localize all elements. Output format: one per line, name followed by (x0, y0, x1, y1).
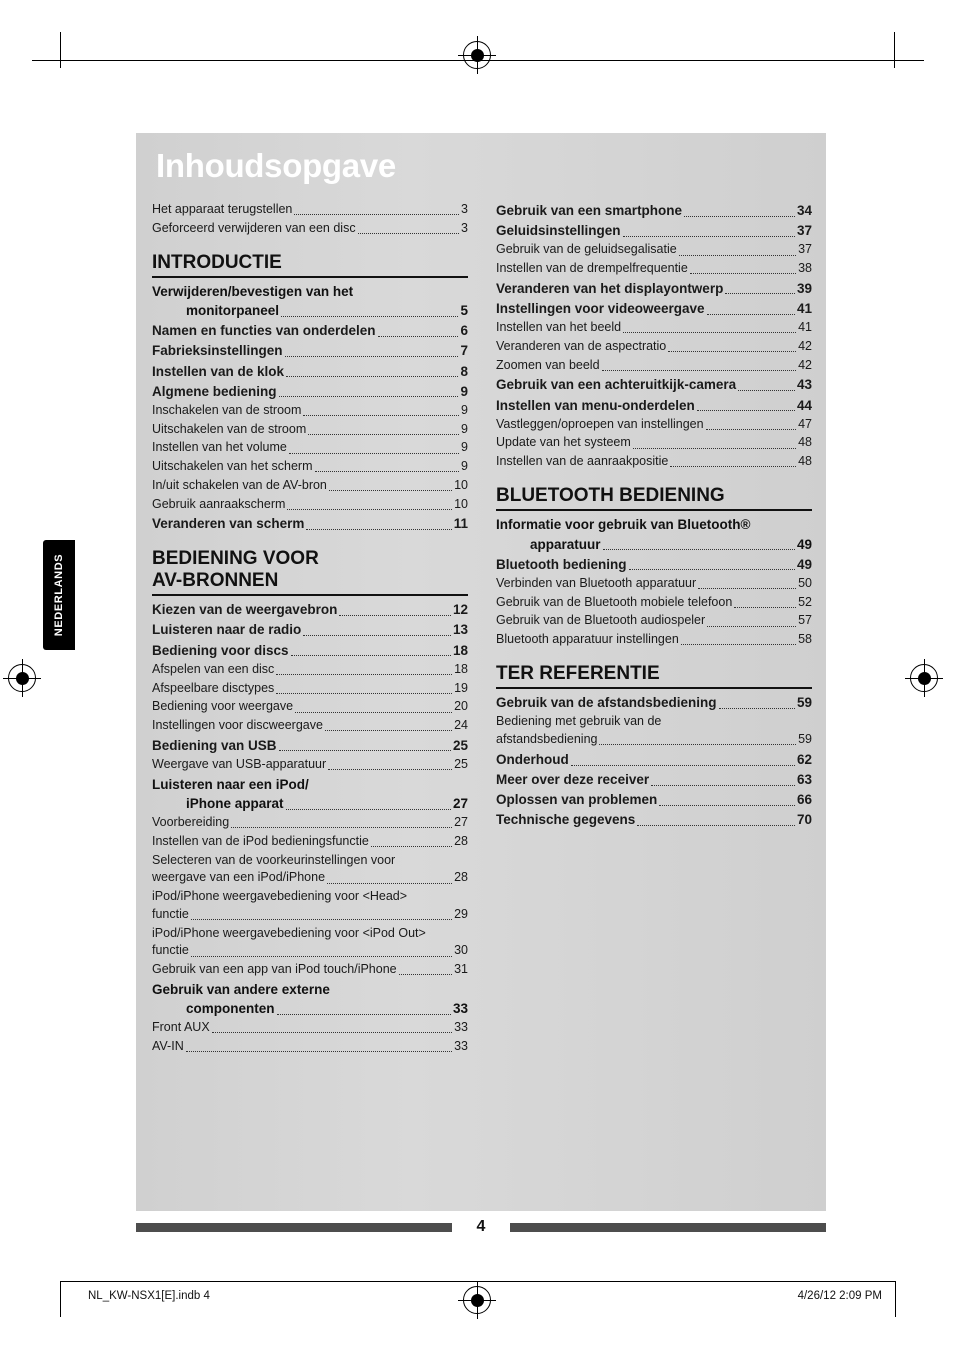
toc-leader-dots (291, 655, 451, 656)
toc-entry-label: Bediening van USB (152, 737, 277, 753)
toc-entry-label: Instellen van de klok (152, 363, 285, 379)
toc-leader-dots (623, 332, 796, 333)
toc-entry-page: 8 (460, 363, 468, 379)
toc-entry[interactable] (152, 775, 468, 813)
toc-entry[interactable] (152, 439, 468, 457)
toc-leader-dots (697, 410, 795, 411)
toc-entry-label: Gebruik van de afstandsbediening (496, 695, 717, 711)
toc-entry-page: 20 (454, 699, 468, 714)
toc-entry-label: Technische gegevens (496, 812, 636, 828)
toc-leader-dots (725, 293, 795, 294)
crop-mark-top-left-v (60, 32, 61, 68)
toc-entry-page: 52 (798, 594, 812, 609)
toc-entry-label-line1: Bediening met gebruik van de (496, 714, 662, 729)
toc-entry[interactable] (496, 693, 812, 712)
toc-entry[interactable] (152, 421, 468, 439)
toc-entry-label: Gebruik van een smartphone (496, 203, 683, 218)
toc-entry[interactable] (152, 382, 468, 401)
toc-leader-dots (734, 607, 796, 608)
toc-entry-page: 48 (798, 454, 812, 469)
toc-leader-dots (231, 827, 452, 828)
toc-leader-dots (684, 216, 795, 217)
toc-leader-dots (186, 1051, 452, 1052)
toc-leader-dots (707, 314, 795, 315)
toc-leader-dots (719, 708, 795, 709)
toc-leader-dots (629, 569, 795, 570)
toc-entry-page: 29 (454, 906, 468, 921)
toc-entry[interactable] (496, 515, 812, 553)
toc-section-heading: INTRODUCTIE (152, 244, 468, 278)
toc-leader-dots (328, 769, 452, 770)
toc-entry-label: Namen en functies van onderdelen (152, 323, 376, 339)
toc-entry[interactable] (496, 299, 812, 318)
toc-entry[interactable] (496, 575, 812, 593)
toc-columns (152, 201, 812, 1057)
toc-entry-label-line2: apparatuur (530, 536, 601, 552)
toc-entry[interactable] (152, 980, 468, 1018)
toc-leader-dots (303, 415, 459, 416)
toc-entry-page: 25 (452, 737, 468, 753)
crop-mark-bottom-right (895, 1281, 896, 1317)
toc-entry-page: 34 (796, 203, 812, 218)
toc-leader-dots (276, 674, 452, 675)
toc-section-heading: TER REFERENTIE (496, 655, 812, 689)
toc-entry-label: Veranderen van scherm (152, 516, 305, 532)
toc-entry-label: Afspelen van een disc (152, 661, 275, 676)
toc-entry-label-line1: Informatie voor gebruik van Bluetooth® (496, 517, 751, 533)
toc-entry-page: 27 (454, 815, 468, 829)
toc-leader-dots (378, 336, 459, 337)
toc-entry-label: Gebruik van de geluidsegalisatie (496, 242, 677, 257)
toc-entry[interactable] (496, 279, 812, 298)
toc-entry-label: Weergave van USB-apparatuur (152, 756, 327, 771)
toc-entry[interactable] (152, 698, 468, 716)
toc-leader-dots (289, 453, 459, 454)
crop-line-bottom (60, 1281, 896, 1282)
toc-entry-label: AV-IN (152, 1038, 184, 1053)
toc-entry-label: Instellen van het volume (152, 440, 287, 455)
toc-leader-dots (277, 1014, 451, 1015)
toc-entry-label: Kiezen van de weergavebron (152, 602, 338, 618)
toc-entry-label: Bediening voor weergave (152, 699, 294, 714)
registration-mark-left (8, 664, 36, 692)
toc-entry-page: 44 (796, 397, 812, 413)
toc-entry[interactable] (496, 375, 812, 394)
toc-entry-label: Gebruik van de Bluetooth mobiele telefoon (496, 594, 733, 609)
toc-entry-label: Geluidsinstellingen (496, 223, 621, 239)
toc-entry-label: Instellingen voor videoweergave (496, 300, 705, 316)
toc-leader-dots (329, 490, 452, 491)
toc-entry-label: Front AUX (152, 1020, 210, 1035)
language-tab-label: NEDERLANDS (53, 553, 65, 637)
toc-leader-dots (633, 448, 796, 449)
toc-entry-page: 42 (798, 357, 812, 372)
toc-entry-page: 63 (796, 772, 812, 788)
toc-entry-page: 43 (796, 377, 812, 393)
toc-entry[interactable] (152, 341, 468, 360)
toc-entry-label: Meer over deze receiver (496, 772, 650, 788)
toc-section-heading: BLUETOOTH BEDIENING (496, 477, 812, 511)
registration-mark-bottom (463, 1286, 491, 1314)
toc-leader-dots (738, 390, 795, 391)
toc-leader-dots (651, 785, 795, 786)
toc-entry-page: 66 (796, 792, 812, 808)
toc-leader-dots (303, 635, 451, 636)
toc-column-left (152, 201, 468, 1057)
toc-entry-page: 50 (798, 575, 812, 590)
toc-leader-dots (295, 712, 452, 713)
toc-entry-page: 33 (454, 1020, 468, 1035)
language-tab (43, 540, 75, 650)
toc-entry[interactable] (496, 713, 812, 749)
print-timestamp: 4/26/12 2:09 PM (797, 1290, 882, 1302)
toc-entry-page: 18 (454, 661, 468, 676)
toc-entry[interactable] (152, 201, 468, 219)
toc-entry-page: 37 (796, 223, 812, 239)
toc-entry[interactable] (496, 416, 812, 434)
toc-leader-dots (286, 376, 458, 377)
toc-leader-dots (603, 549, 795, 550)
toc-entry-label: Fabrieksinstellingen (152, 343, 283, 359)
toc-entry-label: Instellen van de iPod bedieningsfunctie (152, 833, 369, 848)
toc-entry[interactable] (152, 282, 468, 320)
toc-entry[interactable] (496, 434, 812, 452)
toc-column-right (496, 201, 812, 1057)
toc-entry-label-line1: Selecteren van de voorkeurinstellingen voor (152, 852, 396, 867)
toc-entry[interactable] (152, 620, 468, 639)
toc-entry[interactable] (496, 453, 812, 471)
toc-entry[interactable] (152, 852, 468, 888)
toc-entry-page: 3 (461, 220, 468, 235)
toc-entry-page: 59 (798, 732, 812, 747)
toc-entry-label: Afspeelbare disctypes (152, 680, 275, 695)
toc-entry[interactable] (496, 357, 812, 375)
toc-entry[interactable] (496, 770, 812, 789)
toc-entry-page: 28 (454, 870, 468, 885)
toc-entry-label: Verbinden van Bluetooth apparatuur (496, 575, 697, 590)
toc-leader-dots (707, 626, 796, 627)
toc-entry[interactable] (496, 338, 812, 356)
toc-entry-label: Algmene bediening (152, 383, 277, 399)
toc-entry-page: 70 (796, 812, 812, 828)
toc-entry-page: 6 (460, 323, 468, 339)
toc-entry-label: In/uit schakelen van de AV-bron (152, 477, 327, 492)
toc-entry-label-line2-row (496, 731, 812, 749)
toc-entry-label-line2-row (152, 301, 468, 320)
toc-entry-page: 33 (454, 1038, 468, 1053)
toc-entry-label-line2-row (152, 942, 468, 960)
toc-entry-label-line2-row (496, 535, 812, 554)
toc-entry-page: 49 (796, 536, 812, 552)
toc-leader-dots (279, 396, 459, 397)
toc-entry-label: Zoomen van beeld (496, 357, 600, 372)
toc-leader-dots (602, 370, 797, 371)
toc-entry-label: Instellen van de drempelfrequentie (496, 261, 688, 276)
crop-mark-bottom-left (60, 1281, 61, 1317)
toc-entry-label: Bediening voor discs (152, 642, 289, 658)
toc-leader-dots (659, 805, 795, 806)
toc-leader-dots (599, 744, 796, 745)
toc-section-heading: BEDIENING VOOR AV-BRONNEN (152, 540, 468, 597)
toc-entry-page: 13 (452, 622, 468, 638)
toc-entry-page: 33 (452, 1000, 468, 1016)
toc-entry-page: 18 (452, 642, 468, 658)
toc-leader-dots (571, 765, 795, 766)
toc-entry[interactable] (152, 961, 468, 979)
toc-entry-page: 19 (454, 680, 468, 695)
toc-entry-page: 9 (461, 459, 468, 474)
toc-entry[interactable] (152, 1019, 468, 1037)
toc-leader-dots (287, 509, 452, 510)
toc-entry[interactable] (496, 260, 812, 278)
toc-entry-label: Gebruik aanraakscherm (152, 496, 286, 511)
toc-entry-label: Bluetooth bediening (496, 556, 627, 572)
toc-entry-page: 25 (454, 756, 468, 771)
toc-entry[interactable] (152, 514, 468, 533)
toc-entry-label-line1: Gebruik van andere externe (152, 981, 330, 997)
toc-entry[interactable] (152, 362, 468, 381)
toc-entry[interactable] (496, 241, 812, 259)
toc-entry-page: 41 (796, 300, 812, 316)
toc-leader-dots (212, 1032, 452, 1033)
toc-leader-dots (276, 693, 452, 694)
toc-entry-page: 37 (798, 242, 812, 257)
toc-entry[interactable] (152, 925, 468, 961)
toc-entry-label: Update van het systeem (496, 435, 631, 450)
toc-leader-dots (308, 434, 459, 435)
toc-entry[interactable] (152, 402, 468, 420)
toc-entry-page: 49 (796, 556, 812, 572)
toc-leader-dots (325, 730, 452, 731)
toc-leader-dots (706, 429, 797, 430)
toc-entry-page: 62 (796, 751, 812, 767)
toc-leader-dots (637, 825, 795, 826)
toc-entry-label: Instellen van het beeld (496, 320, 622, 335)
toc-entry-label-line2-row (152, 999, 468, 1018)
toc-entry[interactable] (496, 201, 812, 220)
toc-entry-page: 24 (454, 718, 468, 733)
toc-entry-label-line1: iPod/iPhone weergavebediening voor <Head> (152, 889, 408, 903)
toc-entry-label: Luisteren naar de radio (152, 622, 302, 638)
toc-entry-label: Voorbereiding (152, 815, 230, 829)
toc-entry[interactable] (496, 631, 812, 649)
print-file-name: NL_KW-NSX1[E].indb 4 (88, 1290, 210, 1302)
toc-entry-page: 57 (798, 613, 812, 628)
toc-entry-label-line1: iPod/iPhone weergavebediening voor <iPod Out> (152, 925, 426, 940)
toc-entry-label: Bluetooth apparatuur instellingen (496, 632, 679, 647)
toc-entry[interactable] (152, 833, 468, 851)
toc-entry[interactable] (496, 810, 812, 829)
toc-entry-label-line2: weergave van een iPod/iPhone (152, 870, 326, 885)
toc-entry-label: Veranderen van de aspectratio (496, 338, 667, 353)
toc-entry[interactable] (152, 458, 468, 476)
toc-entry-page: 11 (453, 516, 468, 532)
toc-entry[interactable] (496, 221, 812, 240)
page-content (136, 133, 826, 1211)
toc-entry-page: 9 (460, 383, 468, 399)
toc-entry-page: 58 (798, 632, 812, 647)
toc-leader-dots (285, 356, 459, 357)
page-title: Inhoudsopgave (156, 147, 396, 184)
toc-entry-label: Gebruik van de Bluetooth audiospeler (496, 613, 706, 628)
toc-entry[interactable] (496, 612, 812, 630)
crop-mark-top-right-v (894, 32, 895, 68)
toc-entry-label: Geforceerd verwijderen van een disc (152, 220, 356, 235)
toc-entry[interactable] (152, 717, 468, 735)
toc-entry-label: Oplossen van problemen (496, 792, 658, 808)
toc-entry-page: 9 (461, 402, 468, 417)
toc-leader-dots (679, 255, 796, 256)
toc-entry-page: 9 (461, 421, 468, 436)
toc-entry-label: Uitschakelen van de stroom (152, 421, 307, 436)
toc-entry-label: Onderhoud (496, 751, 569, 767)
toc-entry-label: Veranderen van het displayontwerp (496, 280, 724, 296)
toc-entry-page: 39 (796, 280, 812, 296)
toc-entry-label-line2-row (152, 794, 468, 813)
toc-leader-dots (690, 273, 796, 274)
toc-entry-label-line2: functie (152, 906, 189, 921)
toc-entry-page: 48 (798, 435, 812, 450)
toc-entry-label: Inschakelen van de stroom (152, 402, 302, 417)
toc-entry-label-line2-row (152, 906, 468, 924)
toc-entry-label-line1: Verwijderen/bevestigen van het (152, 283, 354, 299)
toc-entry[interactable] (496, 396, 812, 415)
toc-leader-dots (670, 466, 796, 467)
toc-entry[interactable] (152, 321, 468, 340)
toc-entry-page: 28 (454, 833, 468, 848)
toc-entry[interactable] (152, 1038, 468, 1056)
toc-entry-page: 42 (798, 338, 812, 353)
page-footer (136, 1218, 826, 1240)
toc-entry-label: Instellen van de aanraakpositie (496, 454, 669, 469)
page-number: 4 (476, 1218, 486, 1235)
toc-leader-dots (306, 529, 451, 530)
toc-entry[interactable] (152, 888, 468, 924)
toc-leader-dots (191, 919, 452, 920)
toc-entry[interactable] (496, 750, 812, 769)
toc-entry[interactable] (152, 600, 468, 619)
toc-entry-page: 10 (454, 496, 468, 511)
toc-entry[interactable] (152, 641, 468, 660)
toc-entry-page: 38 (798, 261, 812, 276)
toc-entry[interactable] (152, 736, 468, 755)
toc-leader-dots (281, 316, 458, 317)
toc-leader-dots (668, 351, 796, 352)
toc-entry-page: 12 (452, 602, 468, 618)
toc-entry[interactable] (152, 496, 468, 514)
toc-entry-label: Instellen van menu-onderdelen (496, 397, 695, 413)
toc-entry-label-line1: Luisteren naar een iPod/ (152, 776, 309, 792)
toc-entry-page: 3 (461, 202, 468, 216)
toc-entry[interactable] (152, 661, 468, 679)
toc-entry[interactable] (496, 594, 812, 612)
toc-entry-label-line2: functie (152, 943, 189, 958)
toc-entry-label-line2: iPhone apparat (186, 795, 284, 811)
toc-entry-page: 47 (798, 416, 812, 431)
toc-entry-page: 30 (454, 943, 468, 958)
toc-entry-label: Gebruik van een app van iPod touch/iPhone (152, 962, 397, 976)
toc-leader-dots (358, 233, 459, 234)
toc-leader-dots (371, 846, 452, 847)
toc-leader-dots (623, 236, 795, 237)
toc-entry[interactable] (152, 680, 468, 698)
toc-entry-label: Het apparaat terugstellen (152, 202, 293, 216)
toc-entry-label: Instellingen voor discweergave (152, 718, 323, 733)
toc-entry-page: 10 (454, 477, 468, 492)
toc-leader-dots (294, 214, 459, 215)
toc-leader-dots (681, 644, 796, 645)
toc-entry[interactable] (152, 220, 468, 238)
toc-leader-dots (327, 883, 452, 884)
toc-entry-page: 31 (454, 962, 468, 976)
toc-entry[interactable] (496, 790, 812, 809)
toc-leader-dots (339, 615, 451, 616)
toc-leader-dots (399, 974, 452, 975)
toc-entry-label-line2-row (152, 869, 468, 887)
toc-entry[interactable] (152, 756, 468, 774)
toc-entry-label: Gebruik van een achteruitkijk-camera (496, 377, 737, 393)
registration-mark-top (463, 41, 491, 69)
toc-entry[interactable] (152, 814, 468, 832)
toc-leader-dots (698, 588, 796, 589)
toc-entry-page: 9 (461, 440, 468, 455)
toc-leader-dots (279, 750, 451, 751)
registration-mark-right (910, 664, 938, 692)
toc-entry-label-line2: afstandsbediening (496, 732, 598, 747)
toc-entry-label: Uitschakelen van het scherm (152, 459, 313, 474)
toc-entry-page: 5 (460, 303, 468, 319)
toc-entry-label: Vastleggen/oproepen van instellingen (496, 416, 704, 431)
toc-leader-dots (191, 956, 452, 957)
toc-leader-dots (286, 809, 451, 810)
toc-entry-page: 59 (796, 695, 812, 711)
toc-entry-page: 41 (798, 320, 812, 335)
toc-entry-label-line2: monitorpaneel (186, 303, 280, 319)
toc-leader-dots (315, 471, 460, 472)
toc-entry-page: 7 (460, 343, 468, 359)
toc-entry-label-line2: componenten (186, 1000, 275, 1016)
toc-entry[interactable] (496, 555, 812, 574)
toc-entry-page: 27 (452, 795, 468, 811)
toc-entry[interactable] (152, 477, 468, 495)
toc-entry[interactable] (496, 319, 812, 337)
